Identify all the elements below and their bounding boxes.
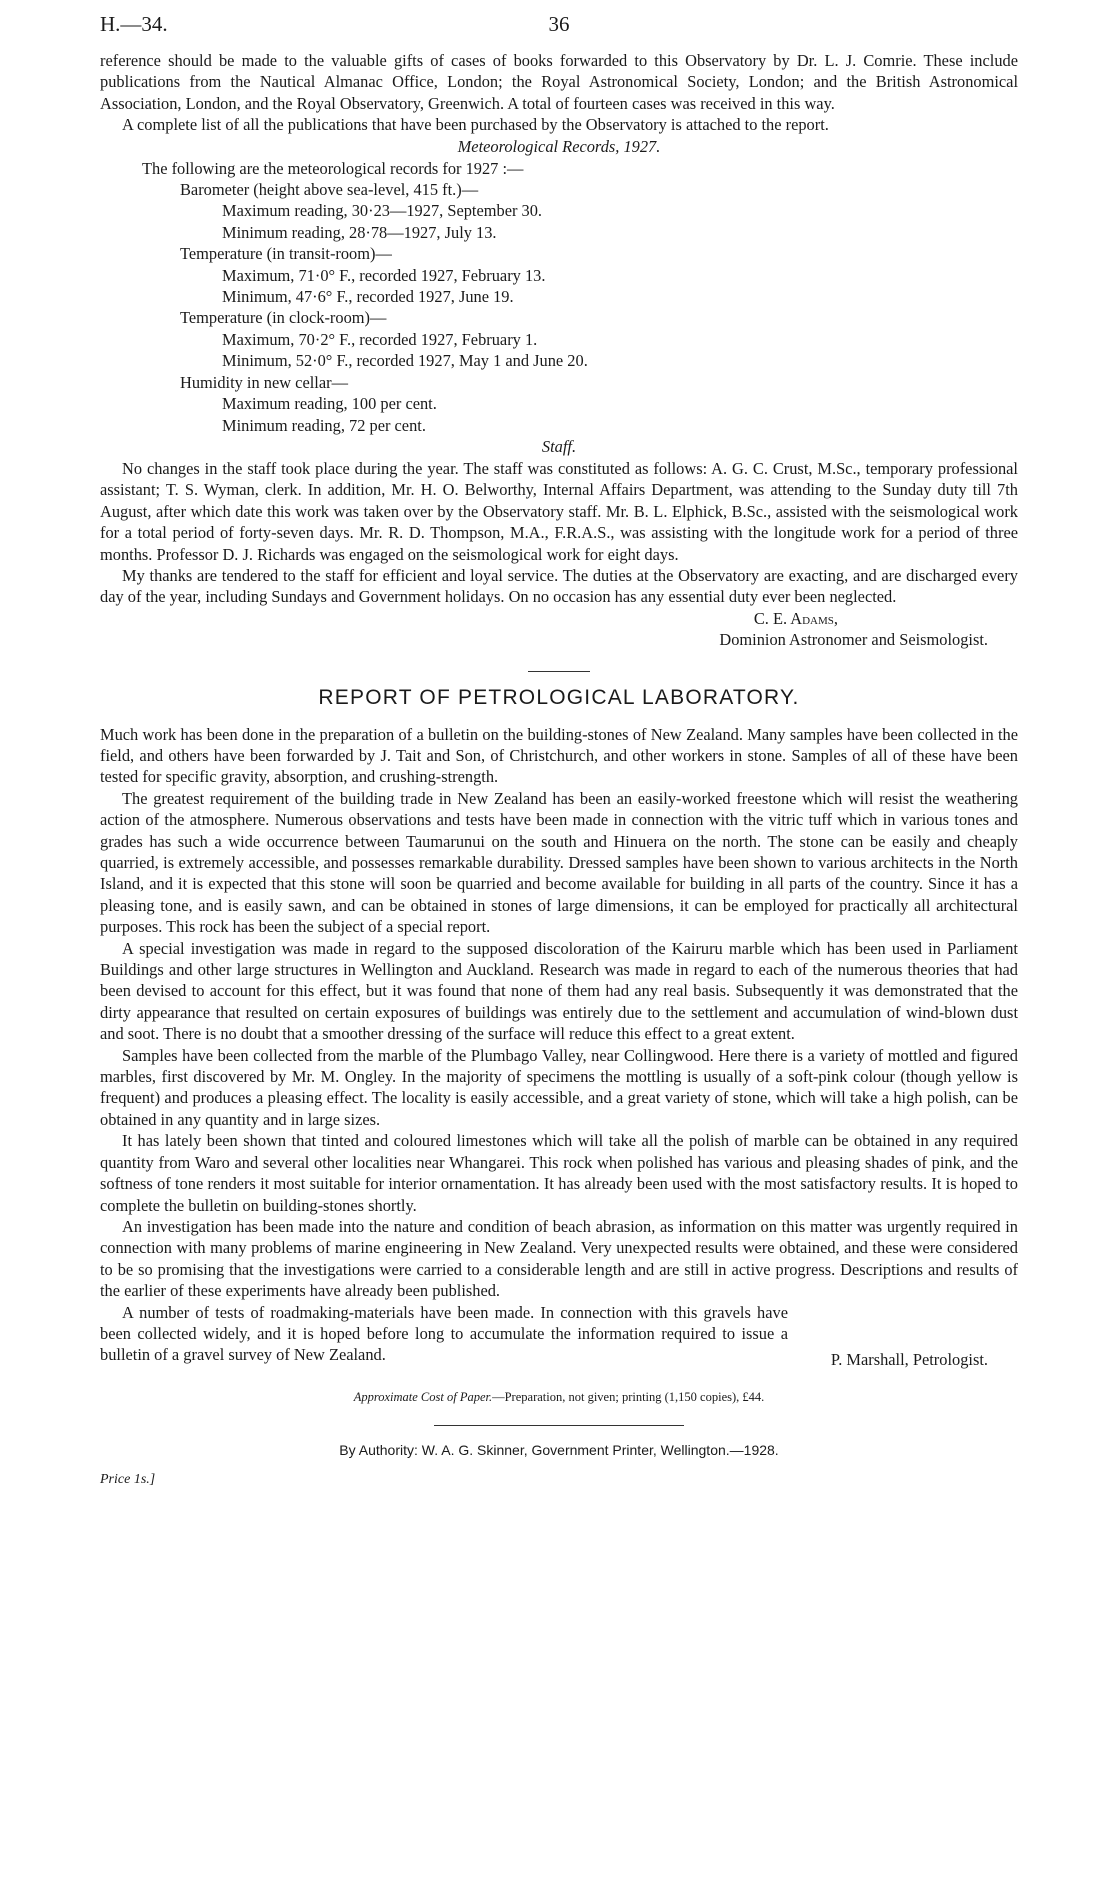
petrologist-signature: P. Marshall, Petrologist. <box>830 1349 988 1369</box>
petro-last-row <box>100 1302 1018 1369</box>
page-number: 36 <box>548 12 570 36</box>
record-line: Maximum, 70·2° F., recorded 1927, February 1. <box>222 329 538 349</box>
petro-paragraph-5: It has lately been shown that tinted and coloured limestones which will take all the polish of marble can be obtained in any required quantity from Waro and several other localities near Whangarei. This rock when polished has various and pleasing shades of pink, and the softness of tone renders it most suitable for interior ornamentation. It has already been used with the most satisfactory results. It is hoped to complete the bulletin on building-stones shortly. <box>100 1131 1018 1215</box>
meteorological-heading: Meteorological Records, 1927. <box>457 136 661 156</box>
petro-paragraph-3: A special investigation was made in regard to the supposed discoloration of the Kairuru marble which has been used in Parliament Buildings and other large structures in Wellington and Auckland. Research was made in regard to each of the numerous theories that had been devised to account for this effect, but it was found that none of them had any real basis. Subsequently it was demonstrated that the dirty appearance that resulted on certain exposures of buildings was entirely due to the settlement and accumulation of wind-blown dust and soot. There is no doubt that a smoother dressing of the surface will reduce this effect to a great extent. <box>100 938 1018 1044</box>
footer-rule <box>434 1425 684 1426</box>
record-line: Minimum, 52·0° F., recorded 1927, May 1 and June 20. <box>222 351 588 371</box>
page-header <box>100 10 1018 50</box>
petro-paragraph-7: A number of tests of roadmaking-materials have been made. In connection with this gravels have been collected widely, and it is hoped before long to accumulate the information required to issue a bulletin of a gravel survey of New Zealand. <box>100 1302 788 1365</box>
cost-label: Approximate Cost of Paper. <box>353 1389 493 1404</box>
intro-paragraph-1: reference should be made to the valuable gifts of cases of books forwarded to this Observatory by Dr. L. J. Comrie. These include publications from the Nautical Almanac Office, London; the Royal Astronomical Society, London; and the British Astronomical Association, London, and the Royal Observatory, Greenwich. A total of fourteen cases was received in this way. <box>100 51 1018 113</box>
record-line: Minimum reading, 28·78—1927, July 13. <box>222 222 497 242</box>
staff-heading: Staff. <box>541 436 577 456</box>
record-line: Maximum, 71·0° F., recorded 1927, February 13. <box>222 265 546 285</box>
intro-paragraph-2: A complete list of all the publications that have been purchased by the Observatory is attached to the report. <box>122 115 829 135</box>
meteorological-records <box>100 158 1018 436</box>
document-reference: H.—34. <box>100 12 168 36</box>
petro-paragraph-6: An investigation has been made into the nature and condition of beach abrasion, as information on this matter was urgently required in connection with many problems of marine engineering in New Zealand. Very unexpected results were obtained, and these were considered to be so promising that the investigations were carried to a considerable length and are still in active progress. Descriptions and results of the earlier of these experiments have already been published. <box>100 1216 1018 1301</box>
petro-paragraph-1: Much work has been done in the preparation of a bulletin on the building-stones of New Zealand. Many samples have been collected in the field, and others have been forwarded by J. Tait and Son, of Christchurch, and other workers in stone. Samples of all of these have been tested for specific gravity, absorption, and crushing-strength. <box>100 724 1018 787</box>
petro-paragraph-2: The greatest requirement of the building trade in New Zealand has been an easily-worked freestone which will resist the weathering action of the atmosphere. Numerous observations and tests have been made in connection with the vitric tuff which in various tones and grades has such a wide occurrence between Taumarunui on the south and Hinuera on the north. The stone can be easily and cheaply quarried, is extremely accessible, and possesses remarkable durability. Dressed samples have been shown to various architects in the North Island, and it is expected that this stone will soon be quarried and become available for building in all parts of the country. Since it has a pleasing tone, and is easily sawn, and can be obtained in stones of large dimensions, it can be employed for practically all architectural purposes. This rock has been the subject of a special report. <box>100 788 1018 937</box>
signature-title: Dominion Astronomer and Seismologist. <box>719 630 988 650</box>
record-line: Minimum, 47·6° F., recorded 1927, June 19. <box>222 287 514 307</box>
record-line: Temperature (in transit-room)— <box>180 244 392 264</box>
record-line: Maximum reading, 30·23—1927, September 30. <box>222 201 543 221</box>
staff-paragraph-1: No changes in the staff took place during the year. The staff was constituted as follows: A. G. C. Crust, M.Sc., temporary professional assistant; T. S. Wyman, clerk. In addition, Mr. H. O. Belworthy, Internal Affairs Department, was attending to the Sunday duty till 7th August, after which date this work was taken over by the Observatory staff. Mr. B. L. Elphick, B.Sc., assisted with the seismological work for a total period of forty-seven days. Mr. R. D. Thompson, M.A., F.R.A.S., was assisting with the longitude work for a period of three months. Professor D. J. Richards was engaged on the seismological work for eight days. <box>100 458 1018 564</box>
authority-line: By Authority: W. A. G. Skinner, Government Printer, Wellington.—1928. <box>339 1441 779 1458</box>
record-line: Barometer (height above sea-level, 415 ft.)— <box>180 180 479 200</box>
cost-text: —Preparation, not given; printing (1,150 copies), £44. <box>492 1389 765 1404</box>
record-line: The following are the meteorological records for 1927 :— <box>142 158 524 178</box>
record-line: Maximum reading, 100 per cent. <box>222 394 437 414</box>
record-line: Humidity in new cellar— <box>180 372 348 392</box>
petro-paragraph-4: Samples have been collected from the marble of the Plumbago Valley, near Collingwood. Here there is a variety of mottled and figured marbles, first discovered by Mr. M. Ongley. In the majority of specimens the mottling is usually of a soft-pink colour (though yellow is frequent) and produces a pleasing effect. The locality is easily accessible, and a great variety of stone, which will take a high polish, can be obtained in any quantity and in large sizes. <box>100 1045 1018 1129</box>
cost-note <box>100 1390 1018 1405</box>
record-line: Minimum reading, 72 per cent. <box>222 415 426 435</box>
report-title: REPORT OF PETROLOGICAL LABORATORY. <box>318 685 800 709</box>
staff-paragraph-2: My thanks are tendered to the staff for efficient and loyal service. The duties at the Observatory are exacting, and are discharged every day of the year, including Sundays and Government holidays. On no occasion has any essential duty ever been neglected. <box>100 565 1018 607</box>
signature-name: C. E. Adams, <box>753 608 838 628</box>
record-line: Temperature (in clock-room)— <box>180 308 387 328</box>
document-page <box>100 10 1018 1488</box>
price-note: Price 1s.] <box>100 1471 156 1487</box>
section-divider <box>528 671 590 672</box>
